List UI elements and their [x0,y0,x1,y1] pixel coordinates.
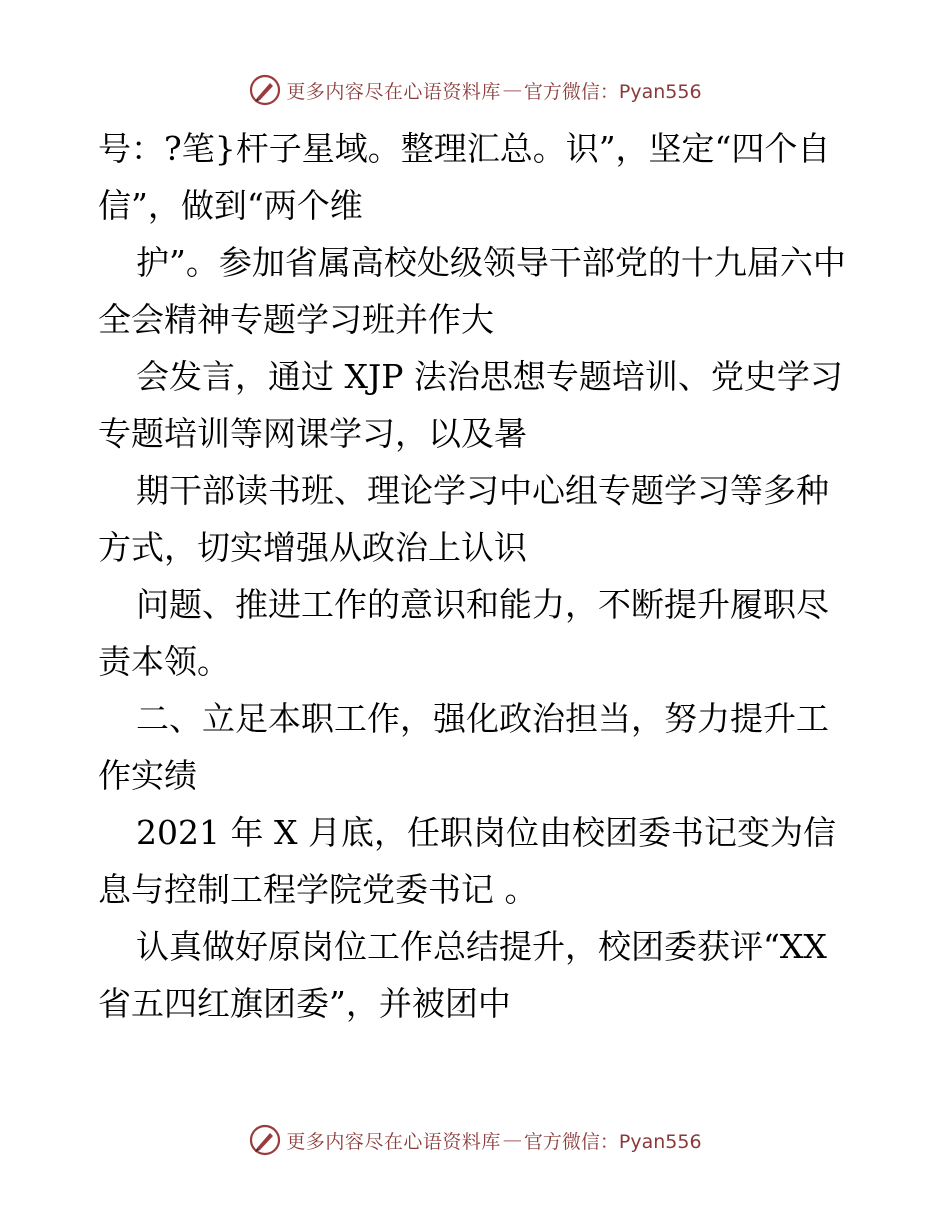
header-separator: — [502,79,522,101]
header-brand-text: 更多内容尽在心语资料库 [286,80,501,103]
paragraph-1: 号：?笔}杆子星域。整理汇总。识”，坚定“四个自信”，做到“两个维 [98,129,831,225]
section-heading-2: 二、立足本职工作，强化政治担当，努力提升工作实绩 [98,699,829,795]
footer-brand-text: 更多内容尽在心语资料库 [286,1130,501,1153]
paragraph-5: 问题、推进工作的意识和能力，不断提升履职尽责本领。 [98,585,829,681]
footer-wechat-text: 官方微信：Pyan556 [523,1130,702,1153]
footer-banner [0,1120,950,1160]
paragraph-6: 2021 年 X 月底，任职岗位由校团委书记变为信息与控制工程学院党委书记 。 [98,813,836,909]
paragraph-3: 会发言，通过 XJP 法治思想专题培训、党史学习专题培训等网课学习，以及暑 [98,357,843,453]
paragraph-4: 期干部读书班、理论学习中心组专题学习等多种方式，切实增强从政治上认识 [98,471,829,567]
paragraph-2: 护”。参加省属高校处级领导干部党的十九届六中全会精神专题学习班并作大 [98,243,846,339]
pen-circle-logo-icon [248,73,282,107]
pen-circle-logo-icon [248,1123,282,1157]
footer-separator: — [502,1129,522,1151]
paragraph-7: 认真做好原岗位工作总结提升，校团委获评“XX 省五四红旗团委”，并被团中 [98,927,838,1023]
header-banner [0,70,950,110]
header-wechat-text: 官方微信：Pyan556 [523,80,702,103]
document-body [98,120,858,1032]
